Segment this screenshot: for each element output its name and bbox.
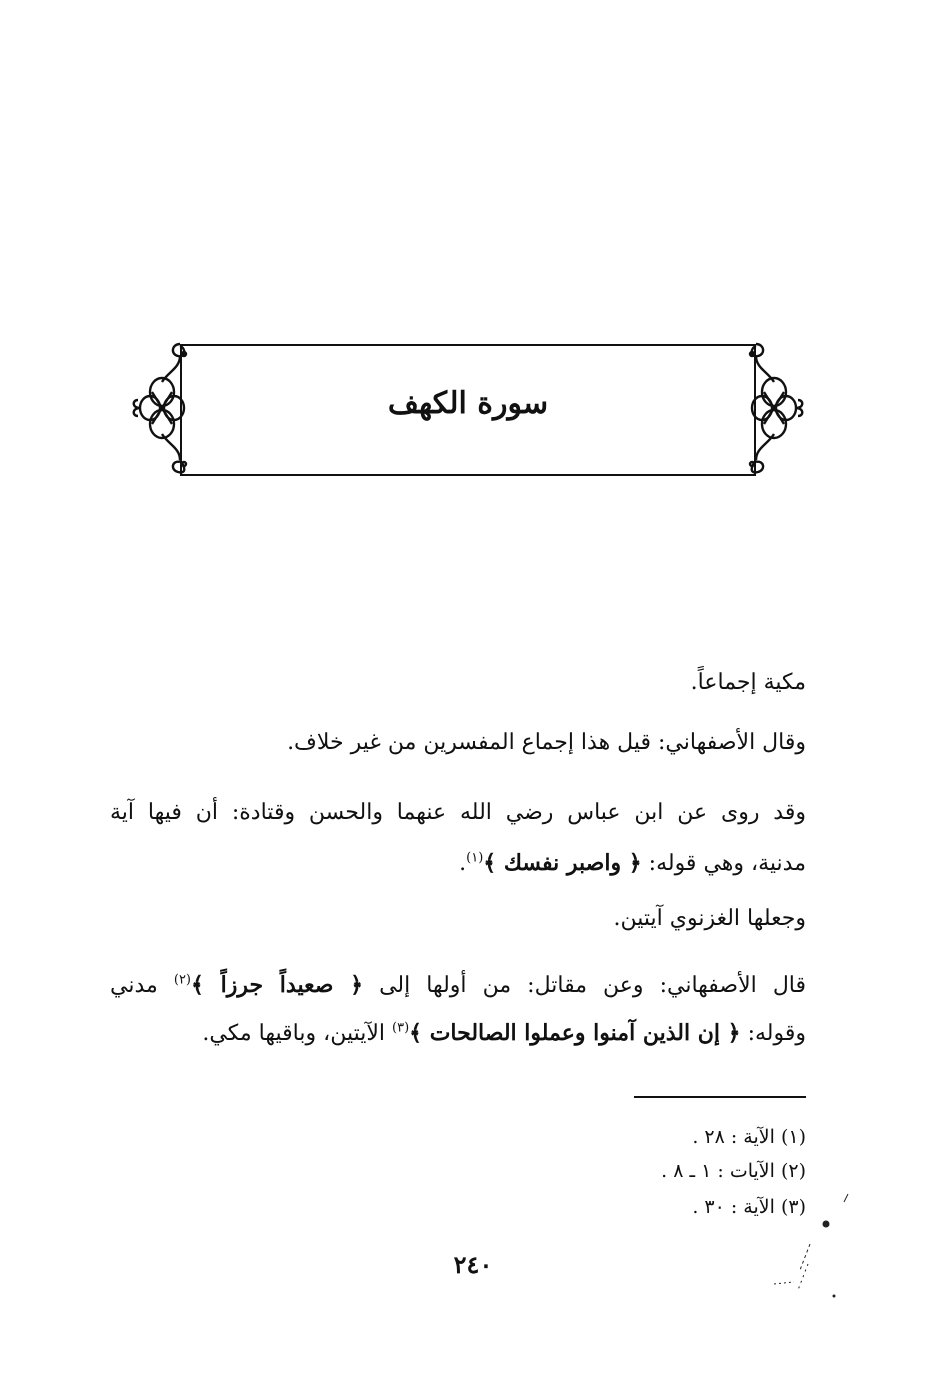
footnote-divider	[634, 1096, 806, 1098]
paragraph-asfahani: وقال الأصفهاني: قيل هذا إجماع المفسرين من غير خلاف.	[287, 730, 806, 755]
quran-quote: ﴿ صعيداً جرزاً ﴾	[191, 972, 363, 998]
page-number: ٢٤٠	[453, 1250, 493, 1279]
footnote-1: (١) الآية : ٢٨ .	[692, 1126, 806, 1148]
paragraph-muqatil-line1	[110, 972, 806, 999]
line-text: .	[459, 851, 467, 876]
line-text: مدنية، وهي قوله:	[648, 851, 806, 876]
paragraph-ibn-abbas-line2	[110, 850, 806, 877]
line-text: الآيتين، وباقيها مكي.	[202, 1021, 386, 1046]
line-text: وقوله:	[747, 1021, 806, 1046]
paragraph-ghaznawi: وجعلها الغزنوي آيتين.	[613, 906, 806, 931]
surah-title: سورة الكهف	[387, 386, 549, 421]
footnote-marker: (٢)	[173, 972, 191, 988]
footnote-2: (٢) الآيات : ١ ـ ٨ .	[661, 1160, 806, 1182]
scan-marks	[760, 1180, 850, 1320]
line-text: مدني	[110, 973, 158, 998]
quran-quote: ﴿ إن الذين آمنوا وعملوا الصالحات ﴾	[409, 1020, 741, 1046]
footnote-marker: (١)	[466, 850, 484, 866]
quran-quote: ﴿ واصبر نفسك ﴾	[483, 850, 642, 876]
line-text: قال الأصفهاني: وعن مقاتل: من أولها إلى	[379, 973, 807, 998]
paragraph-muqatil-line2	[110, 1020, 806, 1047]
footnote-marker: (٣)	[392, 1020, 410, 1036]
paragraph-ibn-abbas-line1: وقد روى عن ابن عباس رضي الله عنهما والحسن وقتادة: أن فيها آية	[110, 800, 806, 825]
paragraph-makkiyya: مكية إجماعاً.	[690, 670, 806, 695]
footnote-3: (٣) الآية : ٣٠ .	[692, 1196, 806, 1218]
